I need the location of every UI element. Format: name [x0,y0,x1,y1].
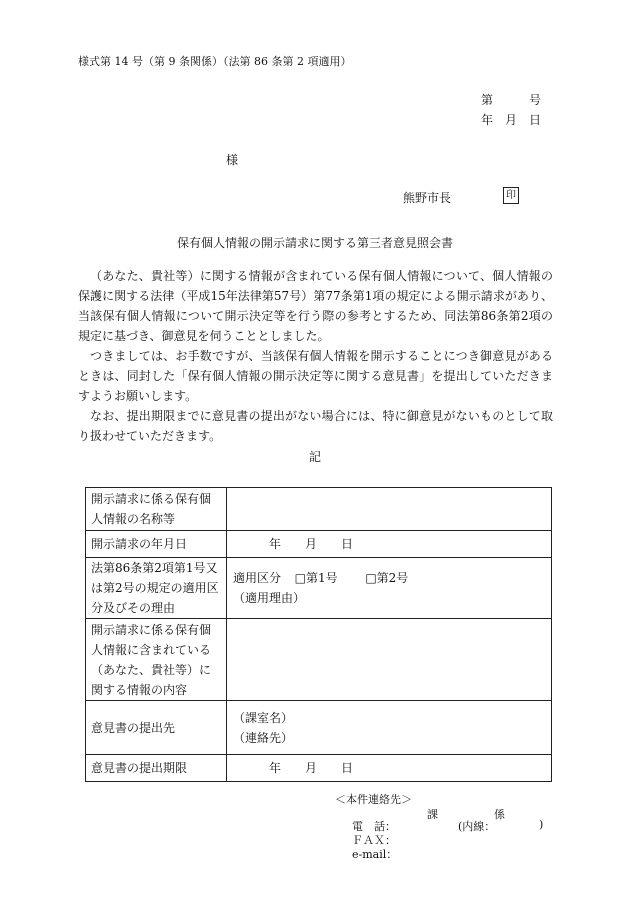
category-option-1[interactable]: □第1号 [294,571,338,585]
row-label-submission-deadline: 意見書の提出期限 [86,755,227,782]
sender-name: 熊野市長 [403,191,452,205]
contact-fax-label: ＦＡＸ： [352,834,396,847]
request-details-table [85,487,552,782]
row-label-submission-destination: 意見書の提出先 [86,701,227,755]
row-value-submission-destination[interactable] [227,701,552,755]
request-date-month: 月 [305,537,318,551]
row-value-applicable-category[interactable] [227,558,552,619]
table-row [86,755,552,782]
category-label: 適用区分 [233,571,282,585]
body-paragraph-3: なお、提出期限までに意見書の提出がない場合には、特に御意見がないものとして取り扱わせていただきます。 [78,409,553,443]
destination-room-label: （課室名） [233,710,294,725]
contact-phone-label: 電 話： [352,820,396,833]
table-row [86,488,552,531]
contact-section-label: 課 [427,808,438,821]
document-title: 保有個人情報の開示請求に関する第三者意見照会書 [176,236,453,250]
deadline-day: 日 [341,761,354,775]
table-row [86,531,552,558]
row-label-request-date: 開示請求の年月日 [86,531,227,558]
row-label-information-content: 開示請求に係る保有個人情報に含まれている（あなた、貴社等）に関する情報の内容 [86,619,227,701]
date-day: 日 [529,113,542,127]
row-value-submission-deadline[interactable] [227,755,552,782]
body-paragraph-2: つきましては、お手数ですが、当該保有個人情報を開示することにつき御意見があるときは、同封した「保有個人情報の開示決定等に関する意見書」を提出していただきますようお願いします。 [78,349,553,403]
date-month: 月 [505,113,518,127]
date-year: 年 [481,113,494,127]
body-text [78,266,553,446]
contact-email-label: e-mail： [352,848,398,861]
contact-extension-close: ) [539,818,544,831]
deadline-year: 年 [269,761,282,775]
category-reason-label: （適用理由） [233,591,306,605]
destination-contact-label: （連絡先） [233,730,294,745]
seal-stamp: 印 [503,187,519,204]
request-date-day: 日 [341,537,354,551]
row-value-information-content[interactable] [227,619,552,701]
category-option-2[interactable]: □第2号 [365,571,409,585]
request-date-year: 年 [269,537,282,551]
ki-heading: 記 [308,450,321,464]
form-number: 様式第 14 号（第 9 条関係）（法第 86 条第 2 項適用） [78,55,352,68]
document-number-suffix: 号 [529,93,542,107]
row-label-info-name: 開示請求に係る保有個人情報の名称等 [86,488,227,531]
contact-extension-label: (内線： [458,820,496,833]
addressee-honorific: 様 [226,153,239,167]
deadline-month: 月 [305,761,318,775]
table-row [86,558,552,619]
table-row [86,701,552,755]
row-value-info-name[interactable] [227,488,552,531]
body-paragraph-1: （あなた、貴社等）に関する情報が含まれている保有個人情報について、個人情報の保護に関する法律（平成15年法律第57号）第77条第1項の規定による開示請求があり、当該保有個人情報について開示決定等を行う際の参考とするため、同法第86条第2項の規定に基づき、御意見を伺うこととしました。 [78,269,553,343]
contact-unit-label: 係 [494,808,505,821]
contact-heading: ＜本件連絡先＞ [335,793,412,806]
table-row [86,619,552,701]
row-label-applicable-category: 法第86条第2項第1号又は第2号の規定の適用区分及びその理由 [86,558,227,619]
row-value-request-date[interactable] [227,531,552,558]
document-number-prefix: 第 [481,93,494,107]
